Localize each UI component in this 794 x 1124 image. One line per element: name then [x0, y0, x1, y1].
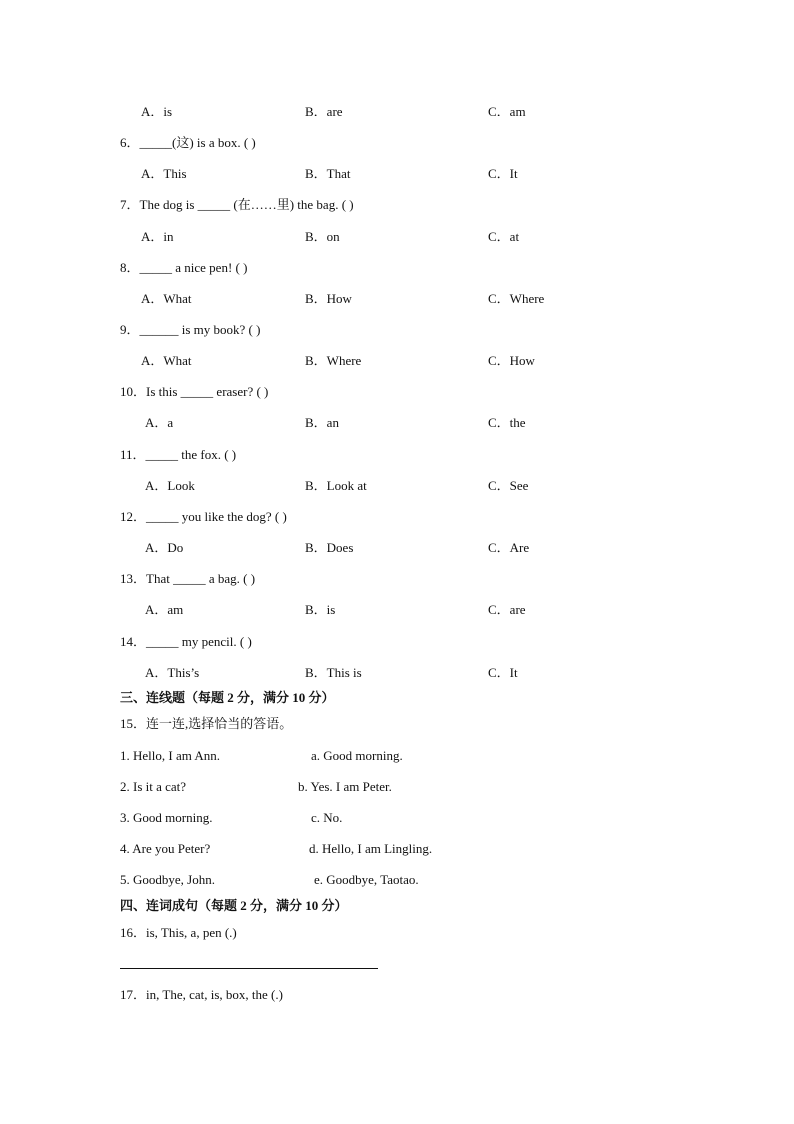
option-c: C．It	[488, 665, 518, 680]
question-stem: 10．Is this _____ eraser? ( )	[120, 384, 269, 399]
section-title: 四、连词成句（每题 2 分，满分 10 分）	[120, 898, 348, 913]
option-a: A．a	[145, 415, 174, 430]
option-b: B．That	[305, 166, 351, 181]
question-stem: 12．_____ you like the dog? ( )	[120, 509, 287, 524]
option-a: A．is	[141, 104, 173, 116]
question-stem: 6．_____(这) is a box. ( )	[120, 135, 256, 150]
answer-line[interactable]	[120, 968, 378, 969]
option-b: B．How	[305, 291, 352, 306]
question-instruction: 15．连一连,选择恰当的答语。	[120, 716, 293, 731]
match-left-item: 4. Are you Peter?	[120, 841, 211, 856]
option-b: B．Does	[305, 540, 354, 555]
option-a: A．This	[141, 166, 187, 181]
question-stem: 9．______ is my book? ( )	[120, 322, 261, 337]
option-c: C．Are	[488, 540, 530, 555]
option-a: A．in	[141, 229, 174, 244]
section-title: 三、连线题（每题 2 分，满分 10 分）	[120, 690, 335, 705]
option-b: B．an	[305, 415, 339, 430]
match-left-item: 2. Is it a cat?	[120, 779, 187, 794]
option-c: C．at	[488, 229, 520, 244]
question-stem: 17．in, The, cat, is, box, the (.)	[120, 987, 283, 1002]
question-stem: 7．The dog is _____ (在……里) the bag. ( )	[120, 197, 354, 212]
option-a: A．What	[141, 353, 192, 368]
question-stem: 14．_____ my pencil. ( )	[120, 634, 252, 649]
option-a: A．am	[145, 602, 184, 617]
match-right-item: d. Hello, I am Lingling.	[309, 841, 433, 856]
option-c: C．Where	[488, 291, 545, 306]
option-c: C．are	[488, 602, 526, 617]
option-b: B．are	[305, 104, 343, 116]
question-stem: 11．_____ the fox. ( )	[120, 447, 237, 462]
option-b: B．Look at	[305, 478, 367, 493]
option-b: B．Where	[305, 353, 362, 368]
match-right-item: e. Goodbye, Taotao.	[314, 872, 419, 887]
option-b: B．on	[305, 229, 340, 244]
match-right-item: b. Yes. I am Peter.	[298, 779, 392, 794]
option-c: C．How	[488, 353, 535, 368]
question-stem: 13．That _____ a bag. ( )	[120, 571, 256, 586]
option-b: B．This is	[305, 665, 362, 680]
option-a: A．This’s	[145, 665, 200, 680]
option-c: C．See	[488, 478, 529, 493]
match-left-item: 1. Hello, I am Ann.	[120, 748, 221, 763]
match-left-item: 3. Good morning.	[120, 810, 213, 825]
option-a: A．What	[141, 291, 192, 306]
question-stem: 16．is, This, a, pen (.)	[120, 925, 237, 940]
match-left-item: 5. Goodbye, John.	[120, 872, 215, 887]
option-c: C．am	[488, 104, 526, 116]
question-stem: 8．_____ a nice pen! ( )	[120, 260, 248, 275]
option-c: C．It	[488, 166, 518, 181]
option-a: A．Look	[145, 478, 195, 493]
option-a: A．Do	[145, 540, 184, 555]
option-b: B．is	[305, 602, 336, 617]
match-right-item: c. No.	[311, 810, 343, 825]
match-right-item: a. Good morning.	[311, 748, 403, 763]
option-c: C．the	[488, 415, 526, 430]
